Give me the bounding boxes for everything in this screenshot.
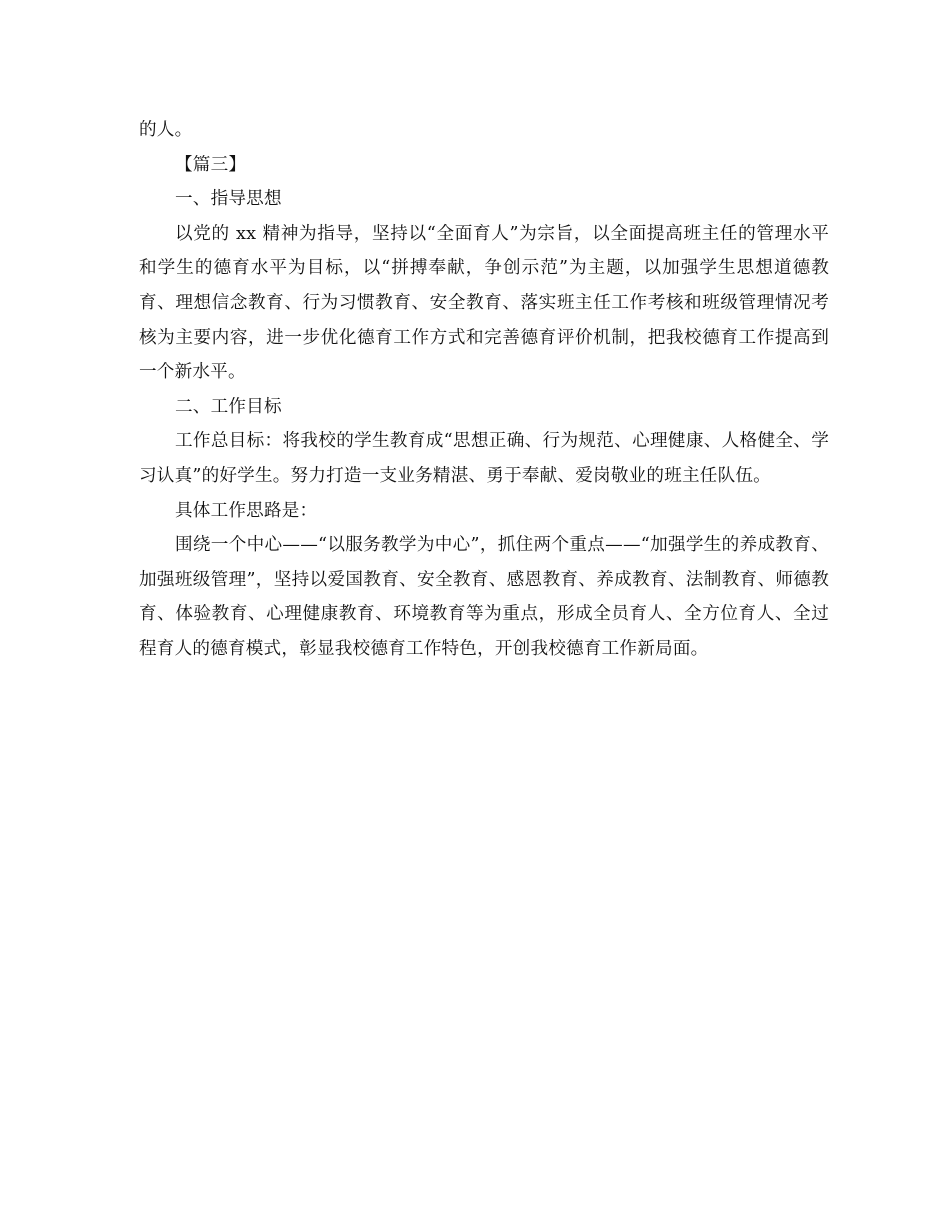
paragraph-overall-goal: 工作总目标：将我校的学生教育成“思想正确、行为规范、心理健康、人格健全、学习认真”的好学生。努力打造一支业务精湛、勇于奉献、爱岗敬业的班主任队伍。 xyxy=(139,431,829,486)
document-body xyxy=(139,113,829,667)
heading-work-goals: 二、工作目标 xyxy=(175,396,282,417)
paragraph-continuation: 的人。 xyxy=(139,120,193,140)
paragraph-work-approach: 围绕一个中心——“以服务教学为中心”，抓住两个重点——“加强学生的养成教育、加强班级管理”，坚持以爱国教育、安全教育、感恩教育、养成教育、法制教育、师德教育、体验教育、心理健康教育、环境教育等为重点，形成全员育人、全方位育人、全过程育人的德育模式，彰显我校德育工作特色，开创我校德育工作新局面。 xyxy=(139,535,829,659)
heading-guiding-ideology: 一、指导思想 xyxy=(175,189,282,210)
paragraph-guiding-ideology: 以党的 xx 精神为指导，坚持以“全面育人”为宗旨，以全面提高班主任的管理水平和学生的德育水平为目标，以“拼搏奉献，争创示范”为主题，以加强学生思想道德教育、理想信念教育、行为习惯教育、安全教育、落实班主任工作考核和班级管理情况考核为主要内容，进一步优化德育工作方式和完善德育评价机制，把我校德育工作提高到一个新水平。 xyxy=(139,223,829,383)
section-heading-part-three: 【篇三】 xyxy=(175,154,247,175)
paragraph-work-approach-intro: 具体工作思路是： xyxy=(175,500,318,521)
